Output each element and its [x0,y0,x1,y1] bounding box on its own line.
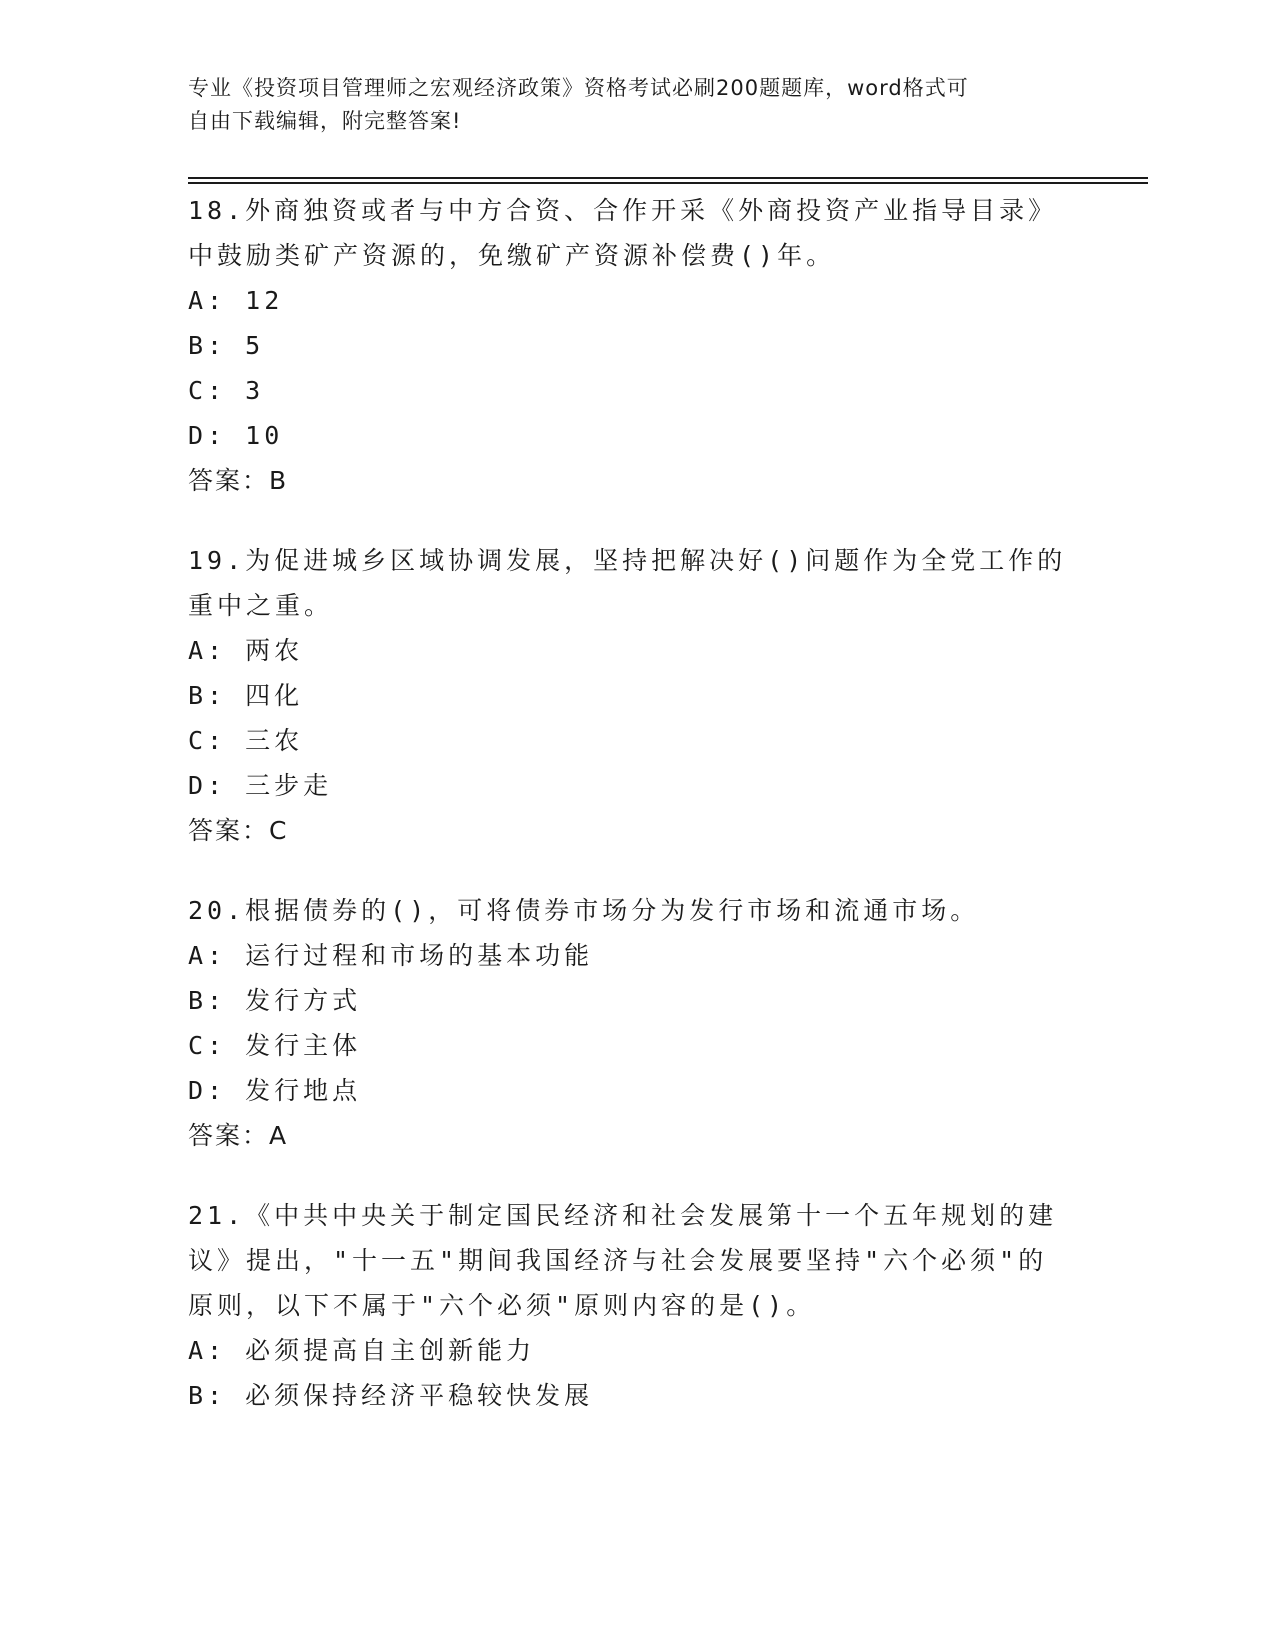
option-d: D: 三步走 [188,771,333,800]
option-b: B: 发行方式 [188,986,362,1015]
question-18 [188,188,1068,503]
option-d: D: 发行地点 [188,1076,362,1105]
option-a: A: 运行过程和市场的基本功能 [188,941,594,970]
option-b: B: 必须保持经济平稳较快发展 [188,1381,594,1410]
option-c: C: 三农 [188,726,304,755]
option-b: B: 5 [188,331,265,360]
question-stem: 18.外商独资或者与中方合资、合作开采《外商投资产业指导目录》中鼓励类矿产资源的，免缴矿产资源补偿费()年。 [188,196,1058,270]
option-a: A: 两农 [188,636,304,665]
question-19 [188,538,1068,853]
document-header [188,72,1068,138]
answer: 答案：B [188,466,289,495]
header-divider-bottom [188,182,1148,184]
header-line-1: 专业《投资项目管理师之宏观经济政策》资格考试必刷200题题库，word格式可 [188,76,969,100]
option-c: C: 3 [188,376,265,405]
question-stem: 20.根据债券的()，可将债券市场分为发行市场和流通市场。 [188,896,980,925]
header-line-2: 自由下载编辑，附完整答案! [188,109,462,133]
answer: 答案：C [188,816,289,845]
question-list [188,188,1068,1453]
option-d: D: 10 [188,421,284,450]
question-21 [188,1193,1068,1418]
question-stem: 19.为促进城乡区域协调发展，坚持把解决好()问题作为全党工作的重中之重。 [188,546,1067,620]
option-a: A: 12 [188,286,284,315]
option-a: A: 必须提高自主创新能力 [188,1336,536,1365]
question-stem: 21.《中共中央关于制定国民经济和社会发展第十一个五年规划的建议》提出，"十一五"期间我国经济与社会发展要坚持"六个必须"的原则，以下不属于"六个必须"原则内容的是()。 [188,1201,1058,1320]
answer: 答案：A [188,1121,289,1150]
header-divider-top [188,177,1148,179]
option-c: C: 发行主体 [188,1031,362,1060]
option-b: B: 四化 [188,681,304,710]
question-20 [188,888,1068,1158]
